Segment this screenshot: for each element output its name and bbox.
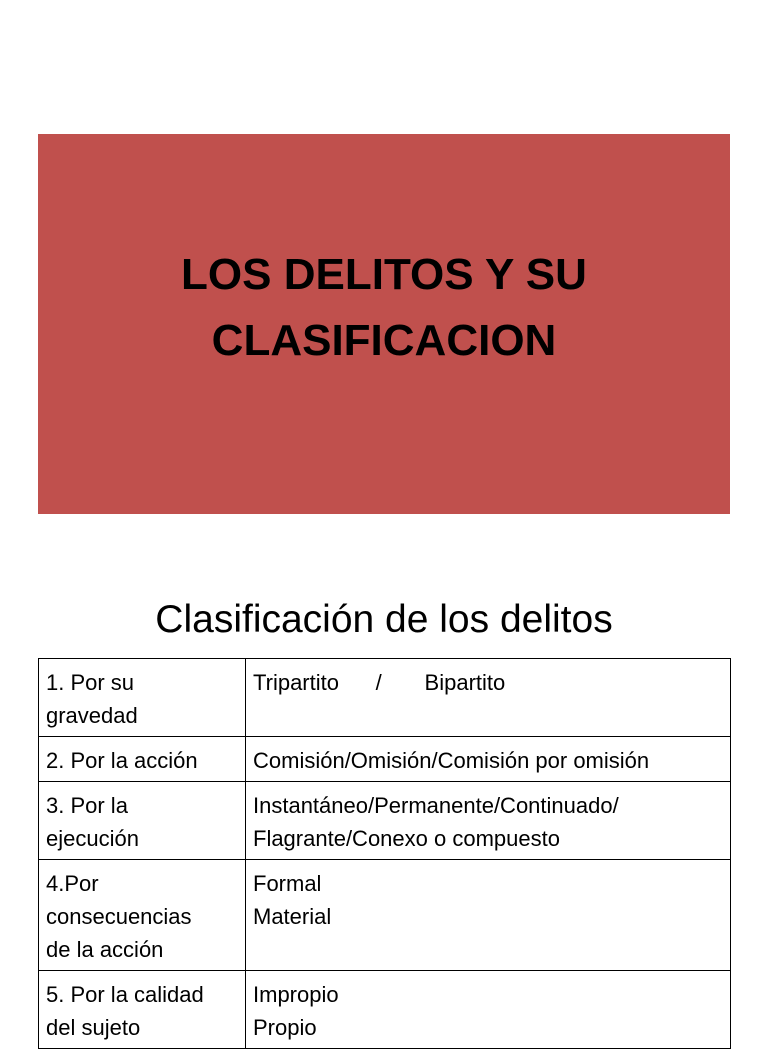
- criterion-cell: [39, 659, 246, 737]
- cell-text: 1. Por su: [46, 670, 135, 695]
- criterion-cell: [39, 971, 246, 1049]
- types-cell: [246, 659, 731, 737]
- cell-text: Propio: [253, 1015, 317, 1040]
- criterion-cell: [39, 860, 246, 971]
- title-banner: [38, 134, 730, 514]
- criterion-cell: [39, 782, 246, 860]
- cell-text: Comisión/Omisión/Comisión por omisión: [253, 748, 650, 773]
- types-cell: [246, 782, 731, 860]
- table-row: [39, 860, 731, 971]
- cell-text: consecuencias: [46, 904, 192, 929]
- types-cell: [246, 860, 731, 971]
- table-row: [39, 971, 731, 1049]
- cell-text: Formal: [253, 871, 322, 896]
- cell-text: 5. Por la calidad: [46, 982, 204, 1007]
- cell-text: del sujeto: [46, 1015, 141, 1040]
- cell-text: 4.Por: [46, 871, 99, 896]
- table-row: [39, 659, 731, 737]
- slide-title-line: LOS DELITOS Y SU: [181, 250, 587, 299]
- classification-table: [38, 658, 731, 1049]
- cell-text: gravedad: [46, 703, 138, 728]
- table-row: [39, 782, 731, 860]
- table-row: [39, 737, 731, 782]
- cell-text: Impropio: [253, 982, 339, 1007]
- section-heading: Clasificación de los delitos: [155, 598, 613, 641]
- cell-text: Tripartito / Bipartito: [253, 670, 506, 695]
- cell-text: 3. Por la: [46, 793, 128, 818]
- cell-text: de la acción: [46, 937, 164, 962]
- cell-text: Material: [253, 904, 332, 929]
- slide-title: [149, 242, 619, 374]
- cell-text: Flagrante/Conexo o compuesto: [253, 826, 560, 851]
- types-cell: [246, 971, 731, 1049]
- cell-text: Instantáneo/Permanente/Continuado/: [253, 793, 619, 818]
- slide-title-line: CLASIFICACION: [211, 316, 557, 365]
- cell-text: ejecución: [46, 826, 139, 851]
- cell-text: 2. Por la acción: [46, 748, 198, 773]
- criterion-cell: [39, 737, 246, 782]
- types-cell: [246, 737, 731, 782]
